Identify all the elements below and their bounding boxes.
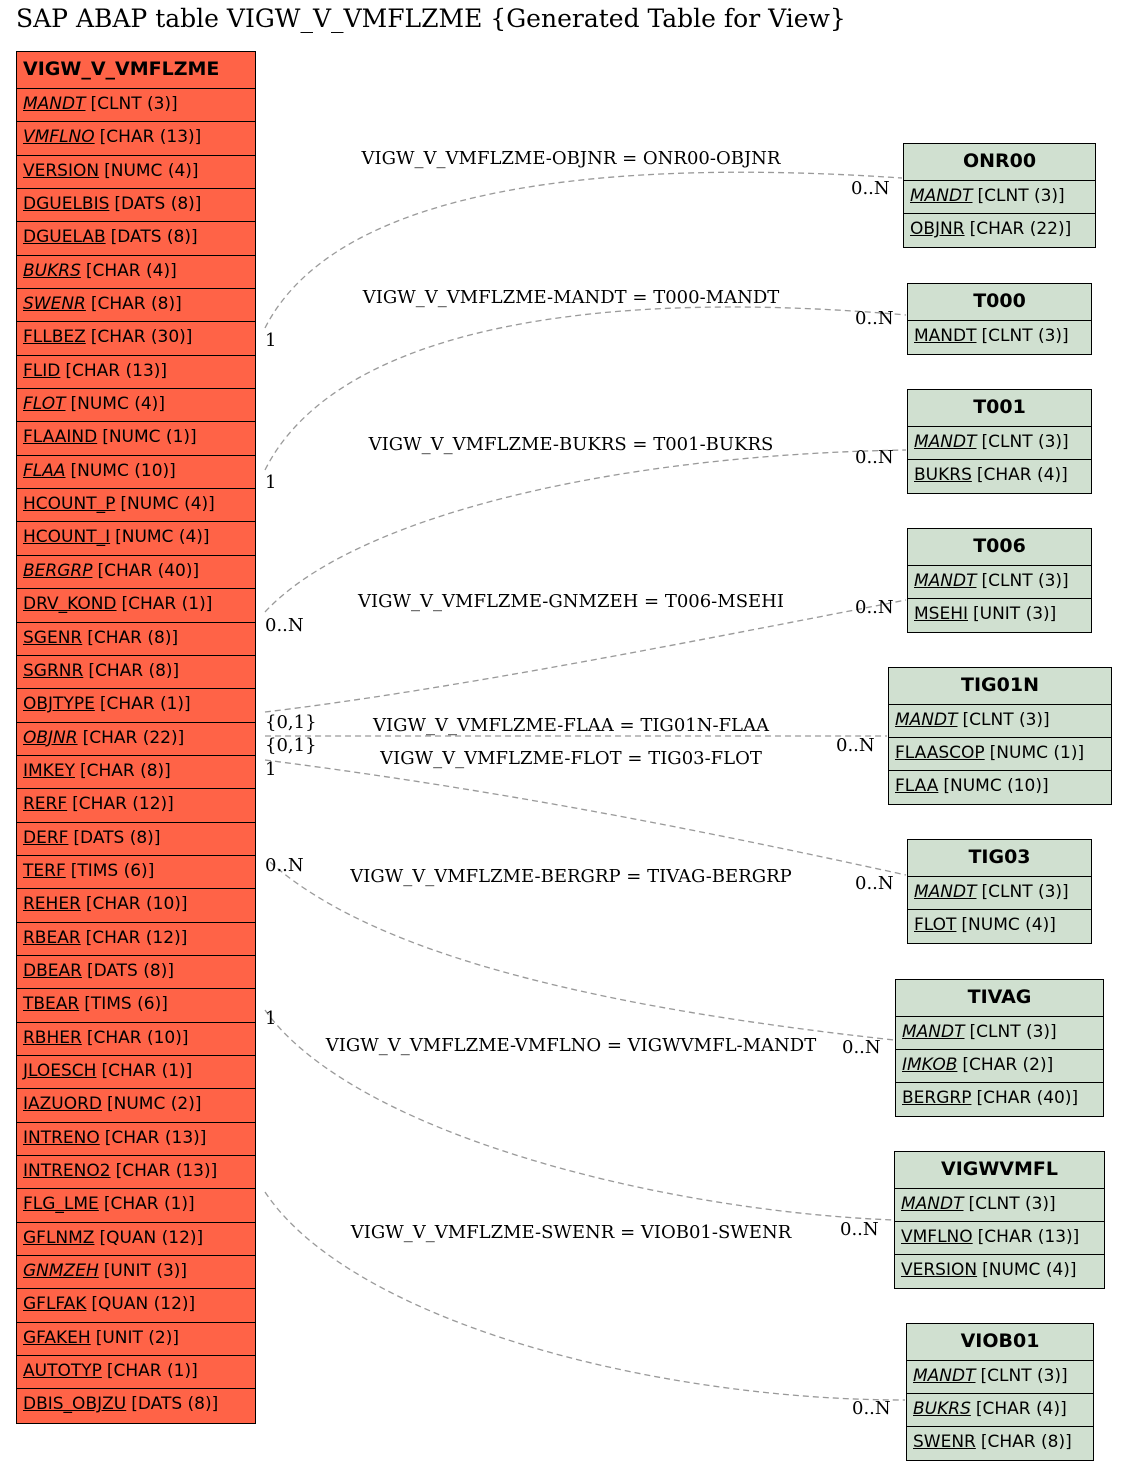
field-name: MANDT xyxy=(910,186,973,206)
left-cardinality: 0..N xyxy=(265,615,304,636)
field-type: [CHAR (1)] xyxy=(121,594,213,615)
field-type: [NUMC (4)] xyxy=(961,915,1056,935)
field-name: MANDT xyxy=(902,1022,965,1042)
field-type: [CHAR (22)] xyxy=(82,727,185,748)
field-type: [CHAR (1)] xyxy=(106,1361,198,1382)
field-type: [CHAR (8)] xyxy=(79,760,171,781)
field-name: FLAA xyxy=(23,460,66,481)
right-cardinality: 0..N xyxy=(855,308,894,329)
field-type: [CHAR (1)] xyxy=(101,1060,193,1081)
field-type: [NUMC (4)] xyxy=(70,394,165,415)
field-type: [CLNT (3)] xyxy=(981,882,1069,902)
field-name: DBEAR xyxy=(23,960,82,981)
field-name: GFAKEH xyxy=(23,1327,91,1348)
field-type: [NUMC (4)] xyxy=(104,160,199,181)
field-name: IAZUORD xyxy=(23,1094,103,1115)
field-name: MANDT xyxy=(914,882,977,902)
field-type: [CHAR (13)] xyxy=(65,360,168,381)
field-type: [CHAR (8)] xyxy=(88,660,180,681)
field-name: MANDT xyxy=(914,432,977,452)
field-type: [NUMC (1)] xyxy=(989,743,1085,763)
left-cardinality: 0..N xyxy=(265,855,304,876)
field-type: [NUMC (4)] xyxy=(120,494,215,515)
field-name: DGUELAB xyxy=(23,227,106,248)
field-type: [CHAR (4)] xyxy=(975,1399,1067,1419)
field-type: [DATS (8)] xyxy=(86,960,174,981)
relation-line xyxy=(270,862,894,1040)
field-name: MANDT xyxy=(914,571,977,591)
field-name: MSEHI xyxy=(914,604,968,624)
field-type: [CHAR (4)] xyxy=(85,260,177,281)
right-cardinality: 0..N xyxy=(855,873,894,894)
relation-label: VIGW_V_VMFLZME-BERGRP = TIVAG-BERGRP xyxy=(350,866,792,887)
field-name: INTRENO2 xyxy=(23,1161,111,1181)
field-name: FLOT xyxy=(23,394,66,415)
field-type: [CHAR (8)] xyxy=(980,1432,1072,1452)
field-name: BUKRS xyxy=(914,465,972,485)
field-name: BERGRP xyxy=(23,560,93,581)
field-name: REHER xyxy=(23,894,81,915)
field-name: VERSION xyxy=(901,1260,978,1280)
right-cardinality: 0..N xyxy=(836,735,875,756)
field-type: [CLNT (3)] xyxy=(981,326,1069,346)
left-cardinality: 1 xyxy=(265,472,277,493)
field-name: FLAAIND xyxy=(23,427,98,448)
field-name: MANDT xyxy=(913,1366,976,1386)
field-name: RERF xyxy=(23,794,68,815)
field-type: [CHAR (13)] xyxy=(977,1227,1080,1247)
relation-label: VIGW_V_VMFLZME-VMFLNO = VIGWVMFL-MANDT xyxy=(325,1035,817,1056)
field-name: SWENR xyxy=(913,1432,976,1452)
field-name: DERF xyxy=(23,827,69,848)
field-name: VMFLNO xyxy=(23,127,95,148)
field-type: [TIMS (6)] xyxy=(70,860,155,881)
field-name: INTRENO xyxy=(23,1127,100,1148)
field-name: MANDT xyxy=(23,94,86,114)
field-type: [CHAR (12)] xyxy=(72,794,174,815)
field-name: MANDT xyxy=(895,710,958,730)
field-name: IMKOB xyxy=(902,1055,958,1075)
relation-label: VIGW_V_VMFLZME-OBJNR = ONR00-OBJNR xyxy=(361,148,781,169)
right-cardinality: 0..N xyxy=(852,1398,891,1419)
left-cardinality: {0,1} xyxy=(265,735,317,756)
field-name: IMKEY xyxy=(23,760,75,781)
right-cardinality: 0..N xyxy=(842,1037,881,1058)
ref-table-header: TIG01N xyxy=(889,668,1111,705)
field-name: AUTOTYP xyxy=(23,1361,102,1382)
field-type: [NUMC (10)] xyxy=(943,776,1049,796)
field-name: MANDT xyxy=(901,1194,964,1214)
field-name: GFLFAK xyxy=(23,1294,87,1315)
ref-table-header: T006 xyxy=(908,529,1091,566)
field-type: [UNIT (3)] xyxy=(103,1261,188,1282)
field-name: SGENR xyxy=(23,627,83,648)
left-cardinality: 1 xyxy=(265,330,277,351)
field-type: [UNIT (2)] xyxy=(95,1327,180,1348)
field-name: HCOUNT_P xyxy=(23,494,116,515)
ref-table-header: ONR00 xyxy=(904,144,1095,181)
relation-line xyxy=(265,760,906,875)
ref-table-header: T001 xyxy=(908,390,1091,427)
field-type: [CHAR (40)] xyxy=(976,1088,1079,1108)
field-name: SWENR xyxy=(23,294,86,315)
field-type: [NUMC (10)] xyxy=(70,460,176,481)
relation-label: VIGW_V_VMFLZME-SWENR = VIOB01-SWENR xyxy=(350,1222,792,1243)
ref-table-header: VIGWVMFL xyxy=(895,1152,1104,1189)
field-type: [CLNT (3)] xyxy=(968,1194,1056,1214)
field-name: FLOT xyxy=(914,915,957,935)
field-type: [QUAN (12)] xyxy=(99,1227,204,1248)
field-type: [CLNT (3)] xyxy=(981,432,1069,452)
field-name: FLID xyxy=(23,360,61,381)
right-cardinality: 0..N xyxy=(855,447,894,468)
ref-table-header: TIVAG xyxy=(896,980,1103,1017)
left-cardinality: 1 xyxy=(265,1008,277,1029)
ref-table-header: T000 xyxy=(908,284,1091,321)
field-type: [CHAR (10)] xyxy=(85,894,188,915)
field-name: DRV_KOND xyxy=(23,594,117,615)
right-cardinality: 0..N xyxy=(851,178,890,199)
field-name: FLLBEZ xyxy=(23,327,86,348)
main-table-header: VIGW_V_VMFLZME xyxy=(17,52,255,89)
field-type: [CHAR (30)] xyxy=(90,327,193,348)
field-name: FLAA xyxy=(895,776,939,796)
field-name: TBEAR xyxy=(23,994,80,1015)
field-type: [NUMC (4)] xyxy=(115,527,210,548)
field-type: [CLNT (3)] xyxy=(980,1366,1068,1386)
left-cardinality: {0,1} xyxy=(265,712,317,733)
field-type: [DATS (8)] xyxy=(114,194,202,215)
field-name: HCOUNT_I xyxy=(23,527,111,548)
right-cardinality: 0..N xyxy=(855,597,894,618)
relation-label: VIGW_V_VMFLZME-MANDT = T000-MANDT xyxy=(362,287,780,308)
field-type: [CHAR (10)] xyxy=(86,1027,189,1048)
field-name: FLAASCOP xyxy=(895,743,985,763)
field-name: BUKRS xyxy=(23,260,81,281)
field-name: RBEAR xyxy=(23,927,81,948)
relation-label: VIGW_V_VMFLZME-GNMZEH = T006-MSEHI xyxy=(358,591,784,612)
field-type: [CHAR (13)] xyxy=(99,127,202,148)
field-name: OBJTYPE xyxy=(23,694,95,715)
field-name: TERF xyxy=(23,860,66,881)
ref-table-header: VIOB01 xyxy=(907,1324,1093,1361)
field-name: BUKRS xyxy=(913,1399,971,1419)
field-name: GNMZEH xyxy=(23,1261,99,1282)
relation-line xyxy=(265,450,906,612)
field-type: [NUMC (2)] xyxy=(107,1094,202,1115)
relation-label: VIGW_V_VMFLZME-FLOT = TIG03-FLOT xyxy=(380,748,762,769)
field-name: OBJNR xyxy=(910,219,965,239)
field-type: [QUAN (12)] xyxy=(91,1294,196,1315)
field-type: [CLNT (3)] xyxy=(981,571,1069,591)
field-type: [CLNT (3)] xyxy=(969,1022,1057,1042)
ref-table-header: TIG03 xyxy=(908,840,1091,877)
field-type: [DATS (8)] xyxy=(110,227,198,248)
field-type: [CHAR (13)] xyxy=(104,1127,207,1148)
field-name: GFLNMZ xyxy=(23,1227,95,1248)
field-name: VERSION xyxy=(23,160,100,181)
field-type: [TIMS (6)] xyxy=(84,994,168,1015)
field-type: [NUMC (1)] xyxy=(102,427,197,448)
field-type: [CHAR (1)] xyxy=(99,694,191,715)
field-type: [DATS (8)] xyxy=(131,1394,219,1415)
field-name: VMFLNO xyxy=(901,1227,973,1247)
field-name: OBJNR xyxy=(23,727,78,748)
field-name: FLG_LME xyxy=(23,1194,99,1215)
field-type: [CHAR (40)] xyxy=(97,560,200,581)
field-type: [CLNT (3)] xyxy=(977,186,1065,206)
field-name: MANDT xyxy=(914,326,977,346)
field-type: [CHAR (1)] xyxy=(103,1194,195,1215)
field-name: DBIS_OBJZU xyxy=(23,1394,127,1415)
right-cardinality: 0..N xyxy=(840,1219,879,1240)
field-name: BERGRP xyxy=(902,1088,972,1108)
field-type: [CLNT (3)] xyxy=(962,710,1050,730)
field-type: [CHAR (2)] xyxy=(962,1055,1054,1075)
field-type: [CHAR (13)] xyxy=(115,1161,218,1181)
field-name: RBHER xyxy=(23,1027,82,1048)
field-type: [UNIT (3)] xyxy=(973,604,1057,624)
relation-line xyxy=(265,600,906,712)
field-name: SGRNR xyxy=(23,660,84,681)
field-type: [CHAR (12)] xyxy=(85,927,188,948)
field-type: [CHAR (8)] xyxy=(87,627,179,648)
field-type: [NUMC (4)] xyxy=(982,1260,1077,1280)
field-name: JLOESCH xyxy=(23,1060,97,1081)
field-type: [CLNT (3)] xyxy=(90,94,178,114)
relation-label: VIGW_V_VMFLZME-FLAA = TIG01N-FLAA xyxy=(373,715,769,736)
field-type: [DATS (8)] xyxy=(73,827,161,848)
page-title: SAP ABAP table VIGW_V_VMFLZME {Generated Table for View} xyxy=(16,4,846,33)
field-type: [CHAR (22)] xyxy=(969,219,1072,239)
field-type: [CHAR (4)] xyxy=(976,465,1068,485)
left-cardinality: 1 xyxy=(265,759,277,780)
field-type: [CHAR (8)] xyxy=(90,294,182,315)
relation-label: VIGW_V_VMFLZME-BUKRS = T001-BUKRS xyxy=(368,434,774,455)
field-name: DGUELBIS xyxy=(23,194,110,215)
